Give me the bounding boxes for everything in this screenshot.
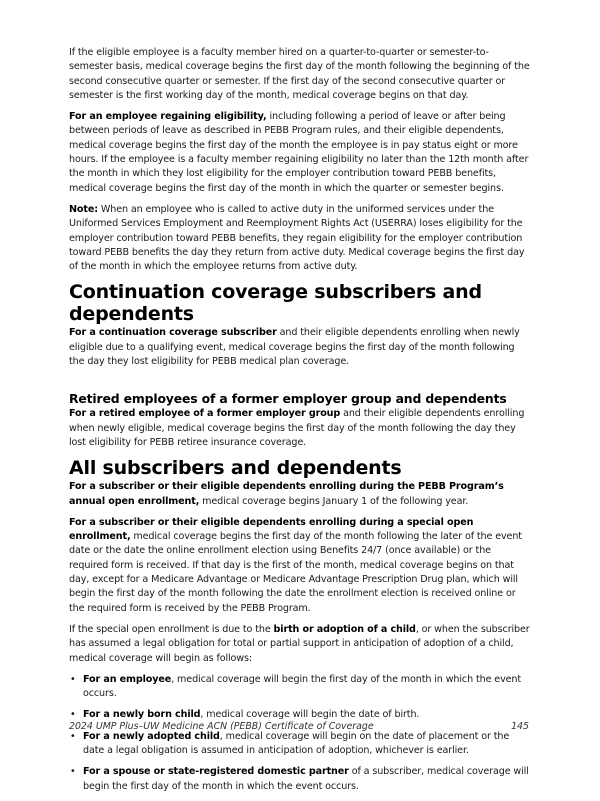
paragraph-text: , or when the subscriber has assumed a legal obligation for total or partial support in anticipation of adoption of a child, medical coverage will begin as follows:	[69, 623, 530, 664]
list-item	[69, 730, 531, 759]
paragraph-text: If the special open enrollment is due to the	[69, 623, 274, 635]
paragraph-regaining-eligibility	[69, 110, 531, 196]
list-item-text: , medical coverage will begin the date of birth.	[200, 709, 420, 721]
paragraph-text: medical coverage begins the first day of the month following the later of the event date or the date the online enrollment election using Benefits 24/7 (once available) or the required form is received. If that day is the first of the month, medical coverage begins on that day, except for a Medicare Advantage or Medicare Advantage Prescription Drug plan, which will begin the first day of the month following the date the enrollment election is received online or the required form is received by the PEBB Program.	[69, 531, 522, 614]
bold-lead: For a subscriber or their eligible dependents enrolling during a special open enrollment,	[69, 516, 474, 543]
paragraph-text: including following a period of leave or after being between periods of leave as described in PEBB Program rules, and their eligible dependents, medical coverage begins the first day of the month the employee is in pay status eight or more hours. If the employee is a faculty member regaining eligibility no later than the 12th month after the month in which they lost eligibility for the employer contribution toward PEBB benefits, medical coverage begins the first day of the month in which the quarter or semester begins.	[69, 111, 529, 194]
page-number: 145	[511, 721, 529, 732]
list-item-text: of a subscriber, medical coverage will begin the first day of the month in which the event occurs.	[83, 766, 529, 792]
bold-lead: For a newly adopted child	[83, 730, 220, 742]
bold-lead: For a continuation coverage subscriber	[69, 327, 277, 339]
bold-lead: For an employee	[83, 673, 172, 685]
paragraph-note-userra	[69, 203, 531, 274]
page-footer	[69, 721, 531, 732]
bold-phrase: birth or adoption of a child	[273, 623, 416, 635]
bold-lead: Note:	[69, 203, 98, 215]
list-item	[69, 673, 531, 702]
paragraph-text: and their eligible dependents enrolling when newly eligible, medical coverage begins the first day of the month following the day they lost eligibility for PEBB retiree insurance coverage.	[69, 408, 525, 448]
heading-all-subscribers: All subscribers and dependents	[69, 457, 402, 480]
paragraph-text: If the eligible employee is a faculty member hired on a quarter-to-quarter or semester-to-semester basis, medical coverage begins the first day of the month following the beginning of the second consecutive quarter or semester. If the first day of the second consecutive quarter or semester is the first working day of the month, medical coverage begins on that day.	[69, 47, 530, 101]
bold-lead: For a subscriber or their eligible dependents enrolling during the PEBB Program’s annual open enrollment,	[69, 481, 504, 507]
paragraph-retired	[69, 407, 531, 450]
paragraph-text: When an employee who is called to active duty in the uniformed services under the Uniformed Services Employment and Reemployment Rights Act (USERRA) loses eligibility for the employer contribution toward PEBB benefits, they regain eligibility for the employer contribution toward PEBB benefits the day they return from active duty. Medical coverage begins the first day of the month in which the employee returns from active duty.	[69, 203, 525, 273]
paragraph-text: and their eligible dependents enrolling when newly eligible due to a qualifying event, medical coverage begins the first day of the month following the day they lost eligibility for PEBB medical plan coverage.	[69, 327, 520, 368]
paragraph-text: medical coverage begins January 1 of the following year.	[199, 495, 469, 507]
paragraph-annual-open-enrollment	[69, 480, 531, 509]
list-item	[69, 765, 531, 794]
bullet-icon: •	[70, 730, 76, 742]
heading-retired-employees: Retired employees of a former employer group and dependents	[69, 391, 507, 407]
bold-lead: For an employee regaining eligibility,	[69, 111, 267, 123]
paragraph-faculty-hire	[69, 46, 531, 103]
bold-lead: For a spouse or state-registered domestic partner	[83, 766, 349, 778]
bullet-icon: •	[70, 709, 76, 721]
bold-lead: For a retired employee of a former employer group	[69, 408, 341, 420]
footer-title: 2024 UMP Plus–UW Medicine ACN (PEBB) Certificate of Coverage	[69, 721, 374, 732]
paragraph-special-open-enrollment	[69, 516, 531, 616]
bullet-icon: •	[70, 766, 76, 778]
paragraph-continuation	[69, 326, 531, 369]
bold-lead: For a newly born child	[83, 709, 201, 721]
paragraph-birth-adoption	[69, 623, 531, 666]
document-page	[69, 46, 531, 801]
bullet-icon: •	[70, 673, 76, 685]
heading-continuation-coverage: Continuation coverage subscribers and dependents	[69, 281, 482, 326]
list-item-text: , medical coverage will begin the first day of the month in which the event occurs.	[83, 673, 522, 700]
list-item-text: , medical coverage will begin on the date of placement or the date a legal obligation is assumed in anticipation of adoption, whichever is earlier.	[83, 730, 510, 756]
